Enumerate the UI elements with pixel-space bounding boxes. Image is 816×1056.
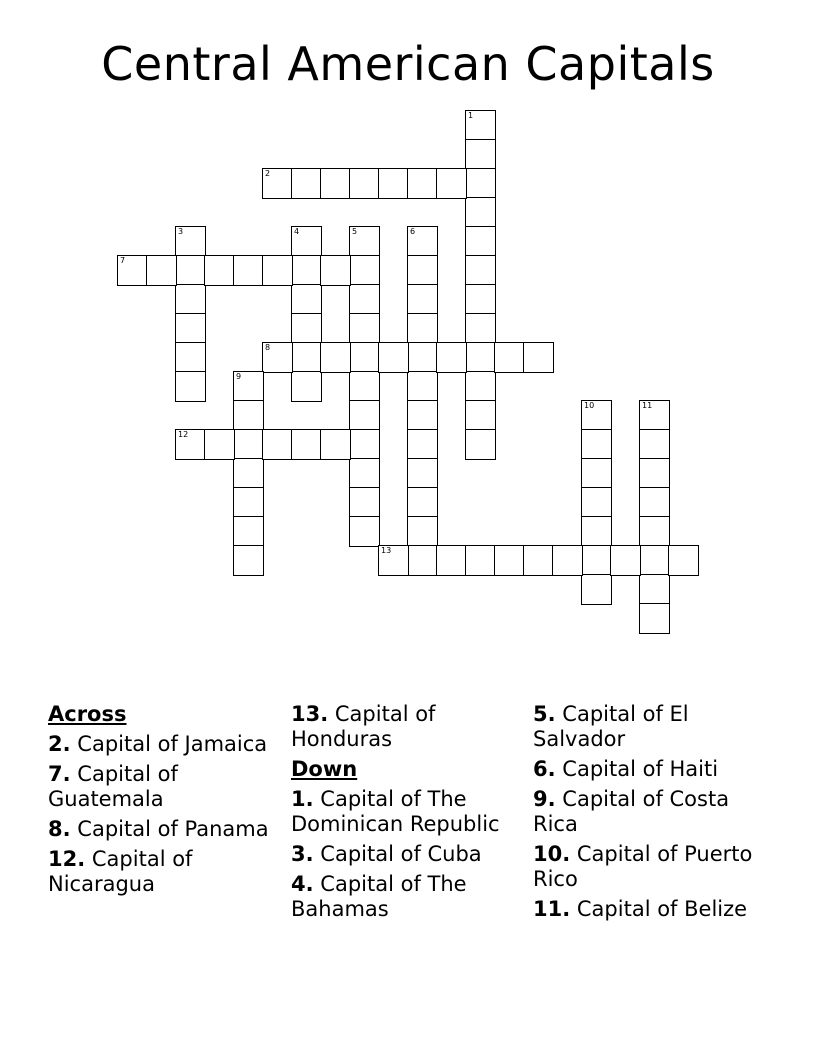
grid-cell-6[interactable]	[407, 226, 438, 257]
clue-item	[533, 702, 765, 752]
grid-cell[interactable]	[349, 400, 380, 431]
clue-number: 6.	[533, 757, 556, 781]
clue-number: 4.	[291, 872, 314, 896]
grid-cell[interactable]	[349, 313, 380, 344]
clue-text: Capital of Guatemala	[48, 762, 178, 811]
grid-cell[interactable]	[581, 545, 612, 576]
grid-cell[interactable]	[407, 400, 438, 431]
clue-text: Capital of Haiti	[562, 757, 719, 781]
grid-cell[interactable]	[349, 255, 380, 286]
grid-cell[interactable]	[465, 371, 496, 402]
grid-cell[interactable]	[349, 516, 380, 547]
grid-cell[interactable]	[407, 545, 438, 576]
clue-text: Capital of Jamaica	[77, 732, 268, 756]
down-heading: Down	[291, 757, 358, 781]
grid-cell-13[interactable]	[378, 545, 409, 576]
grid-cell[interactable]	[291, 342, 322, 373]
clue-number: 9.	[533, 787, 556, 811]
grid-cell-7[interactable]	[117, 255, 148, 286]
grid-cell[interactable]	[291, 429, 322, 460]
grid-cell[interactable]	[581, 487, 612, 518]
grid-cell[interactable]	[523, 545, 554, 576]
grid-cell[interactable]	[436, 342, 467, 373]
clue-item	[48, 847, 280, 897]
grid-cell[interactable]	[407, 313, 438, 344]
grid-cell[interactable]	[639, 458, 670, 489]
grid-cell[interactable]	[581, 458, 612, 489]
grid-cell-2[interactable]	[262, 168, 293, 199]
clue-number: 3.	[291, 842, 314, 866]
grid-cell[interactable]	[407, 458, 438, 489]
clue-item	[291, 872, 523, 922]
grid-cell[interactable]	[262, 429, 293, 460]
grid-cell[interactable]	[378, 168, 409, 199]
grid-cell[interactable]	[349, 429, 380, 460]
grid-cell[interactable]	[407, 255, 438, 286]
clue-number-label: 9	[236, 372, 242, 381]
clue-item	[291, 787, 523, 837]
clue-text: Capital of The Bahamas	[291, 872, 467, 921]
clue-number-label: 12	[178, 430, 189, 439]
grid-cell[interactable]	[465, 168, 496, 199]
grid-cell[interactable]	[320, 168, 351, 199]
clue-item	[48, 817, 280, 842]
clue-text: Capital of The Dominican Republic	[291, 787, 500, 836]
grid-cell[interactable]	[407, 516, 438, 547]
grid-cell-8[interactable]	[262, 342, 293, 373]
grid-cell[interactable]	[581, 516, 612, 547]
grid-cell[interactable]	[639, 487, 670, 518]
grid-cell[interactable]	[291, 168, 322, 199]
clue-number-label: 11	[642, 401, 653, 410]
grid-cell[interactable]	[639, 545, 670, 576]
grid-cell[interactable]	[233, 255, 264, 286]
grid-cell[interactable]	[204, 255, 235, 286]
grid-cell[interactable]	[233, 516, 264, 547]
clue-number: 8.	[48, 817, 71, 841]
grid-cell[interactable]	[436, 545, 467, 576]
clue-number: 13.	[291, 702, 329, 726]
clue-number-label: 2	[265, 169, 271, 178]
grid-cell[interactable]	[639, 516, 670, 547]
clue-item	[48, 732, 280, 757]
grid-cell[interactable]	[204, 429, 235, 460]
grid-cell[interactable]	[465, 342, 496, 373]
grid-cell[interactable]	[639, 603, 670, 634]
grid-cell[interactable]	[320, 342, 351, 373]
grid-cell[interactable]	[581, 574, 612, 605]
clue-item	[48, 762, 280, 812]
grid-cell[interactable]	[465, 255, 496, 286]
grid-cell[interactable]	[175, 313, 206, 344]
grid-cell[interactable]	[552, 545, 583, 576]
grid-cell[interactable]	[465, 545, 496, 576]
grid-cell[interactable]	[320, 255, 351, 286]
clue-number: 2.	[48, 732, 71, 756]
grid-cell[interactable]	[436, 168, 467, 199]
grid-cell[interactable]	[233, 400, 264, 431]
grid-cell[interactable]	[523, 342, 554, 373]
across-heading: Across	[48, 702, 127, 726]
grid-cell[interactable]	[581, 429, 612, 460]
grid-cell[interactable]	[233, 545, 264, 576]
grid-cell[interactable]	[320, 429, 351, 460]
clue-number-label: 5	[352, 227, 358, 236]
clue-text: Capital of Panama	[77, 817, 269, 841]
grid-cell[interactable]	[465, 284, 496, 315]
grid-cell[interactable]	[175, 371, 206, 402]
grid-cell[interactable]	[407, 371, 438, 402]
clue-number-label: 13	[381, 546, 392, 555]
clue-column-3	[533, 702, 765, 927]
grid-cell[interactable]	[175, 255, 206, 286]
clue-number-label: 10	[584, 401, 595, 410]
grid-cell[interactable]	[349, 342, 380, 373]
grid-cell-1[interactable]	[465, 110, 496, 141]
clue-item	[533, 897, 765, 922]
grid-cell[interactable]	[349, 371, 380, 402]
grid-cell[interactable]	[291, 313, 322, 344]
grid-cell[interactable]	[465, 197, 496, 228]
grid-cell[interactable]	[291, 255, 322, 286]
grid-cell[interactable]	[233, 487, 264, 518]
grid-cell[interactable]	[465, 313, 496, 344]
puzzle-title: Central American Capitals	[101, 37, 715, 91]
grid-cell[interactable]	[349, 458, 380, 489]
clue-column-2	[291, 702, 523, 927]
clue-text: Capital of Honduras	[291, 702, 436, 751]
grid-cell[interactable]	[349, 284, 380, 315]
grid-cell[interactable]	[378, 342, 409, 373]
grid-cell[interactable]	[175, 342, 206, 373]
grid-cell[interactable]	[233, 458, 264, 489]
grid-cell[interactable]	[465, 400, 496, 431]
clue-number-label: 1	[468, 111, 474, 120]
clue-number-label: 6	[410, 227, 416, 236]
grid-cell-4[interactable]	[291, 226, 322, 257]
grid-cell[interactable]	[494, 545, 525, 576]
grid-cell[interactable]	[465, 226, 496, 257]
grid-cell-10[interactable]	[581, 400, 612, 431]
grid-cell-5[interactable]	[349, 226, 380, 257]
clue-number: 5.	[533, 702, 556, 726]
grid-cell[interactable]	[407, 284, 438, 315]
grid-cell[interactable]	[639, 429, 670, 460]
grid-cell[interactable]	[262, 255, 293, 286]
grid-cell[interactable]	[668, 545, 699, 576]
clue-number-label: 3	[178, 227, 184, 236]
clue-number-label: 8	[265, 343, 271, 352]
grid-cell[interactable]	[639, 574, 670, 605]
grid-cell[interactable]	[465, 429, 496, 460]
grid-cell[interactable]	[494, 342, 525, 373]
clue-text: Capital of Belize	[576, 897, 748, 921]
clue-number: 10.	[533, 842, 571, 866]
clue-number: 12.	[48, 847, 86, 871]
clue-text: Capital of Costa Rica	[533, 787, 730, 836]
clue-text: Capital of Cuba	[320, 842, 482, 866]
grid-cell[interactable]	[291, 371, 322, 402]
grid-cell-9[interactable]	[233, 371, 264, 402]
clue-text: Capital of Nicaragua	[48, 847, 193, 896]
grid-cell[interactable]	[291, 284, 322, 315]
clue-item	[533, 842, 765, 892]
grid-cell[interactable]	[349, 168, 380, 199]
grid-cell[interactable]	[407, 342, 438, 373]
grid-cell[interactable]	[233, 429, 264, 460]
grid-cell[interactable]	[610, 545, 641, 576]
clue-item	[533, 757, 765, 782]
grid-cell-11[interactable]	[639, 400, 670, 431]
clue-item	[291, 702, 523, 752]
grid-cell[interactable]	[349, 487, 380, 518]
clue-column-1	[48, 702, 280, 902]
grid-cell[interactable]	[146, 255, 177, 286]
clue-number: 7.	[48, 762, 71, 786]
grid-cell[interactable]	[407, 487, 438, 518]
clue-item	[291, 842, 523, 867]
grid-cell[interactable]	[407, 429, 438, 460]
clue-text: Capital of El Salvador	[533, 702, 689, 751]
clue-number-label: 7	[120, 256, 126, 265]
clue-text: Capital of Puerto Rico	[533, 842, 753, 891]
clue-number-label: 4	[294, 227, 300, 236]
grid-cell[interactable]	[407, 168, 438, 199]
grid-cell[interactable]	[465, 139, 496, 170]
grid-cell[interactable]	[175, 284, 206, 315]
clue-item	[533, 787, 765, 837]
clue-number: 11.	[533, 897, 571, 921]
clue-number: 1.	[291, 787, 314, 811]
grid-cell-12[interactable]	[175, 429, 206, 460]
grid-cell-3[interactable]	[175, 226, 206, 257]
